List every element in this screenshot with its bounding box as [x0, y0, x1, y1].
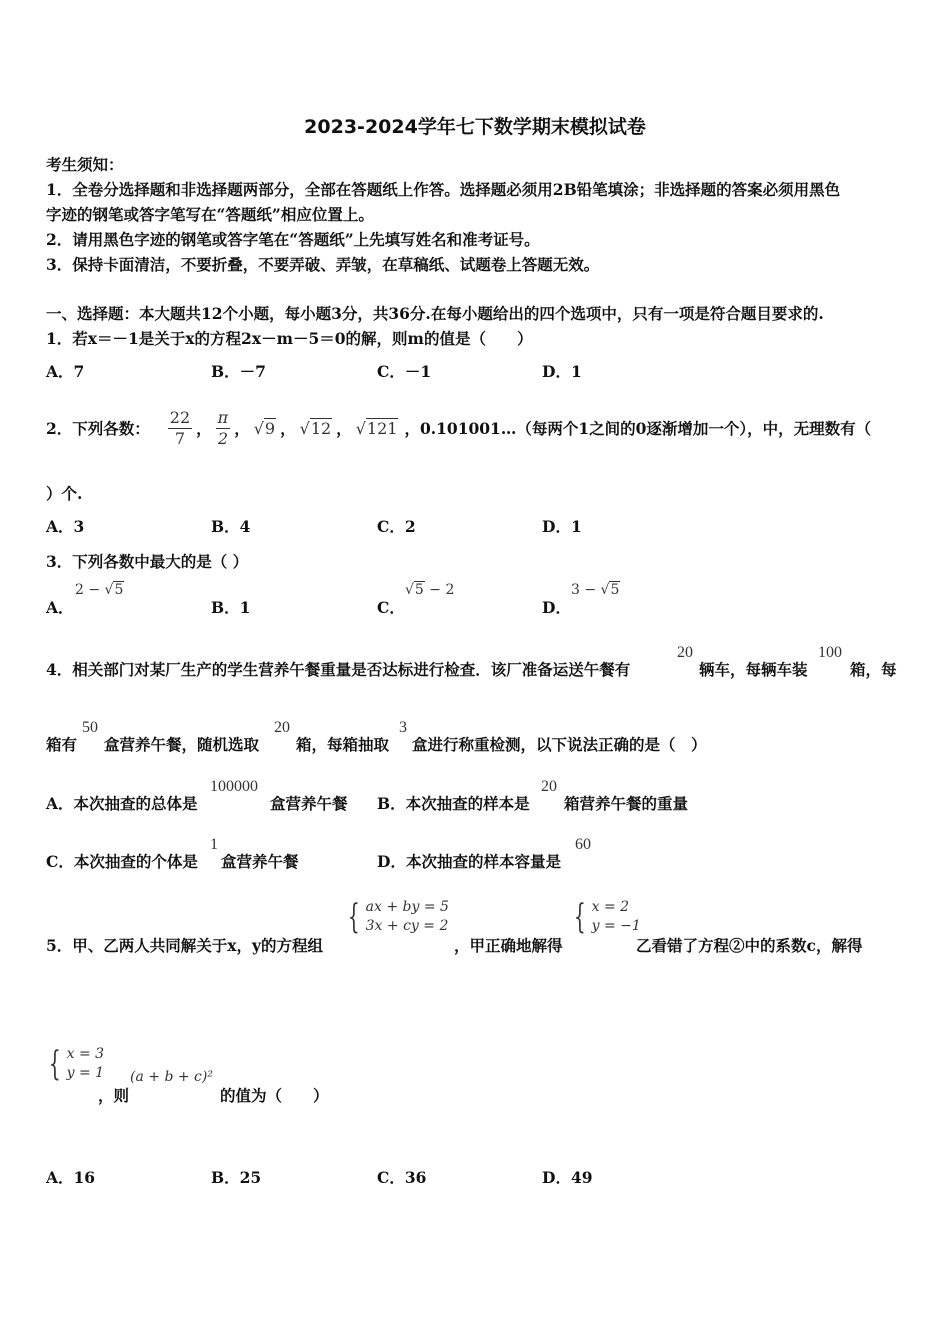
notice-item-1: 1．全卷分选择题和非选择题两部分，全部在答题纸上作答。选择题必须用2B铅笔填涂；非选择题的答案必须用黑色	[46, 180, 841, 199]
equation-system-3: { x = 3 y = 1	[48, 1044, 105, 1084]
q4-option-b: B．本次抽查的样本是	[377, 794, 530, 813]
q4-option-d: D．本次抽查的样本容量是	[377, 852, 561, 871]
question-4-line-1: 4．相关部门对某厂生产的学生营养午餐重量是否达标进行检查．该厂准备运送午餐有	[46, 660, 631, 679]
notice-item-2: 2．请用黑色字迹的钢笔或答字笔在“答题纸”上先填写姓名和准考证号。	[46, 230, 540, 249]
q2-option-c: C．2	[377, 517, 416, 536]
question-1-stem: 1．若x＝－1是关于x的方程2x－m－5＝0的解，则m的值是（ ）	[46, 329, 533, 348]
q3-option-c-expr: √5 − 2	[405, 582, 455, 598]
q5-option-d: D．49	[542, 1168, 593, 1187]
page-title: 2023-2024学年七下数学期末模拟试卷	[304, 116, 646, 138]
q1-option-c: C．－1	[377, 362, 432, 381]
notice-item-1-cont: 字迹的钢笔或答字笔写在“答题纸”相应位置上。	[46, 205, 374, 224]
notice-item-3: 3．保持卡面清洁，不要折叠，不要弄破、弄皱，在草稿纸、试题卷上答题无效。	[46, 255, 600, 274]
question-3-stem: 3．下列各数中最大的是（ ）	[46, 552, 249, 571]
q5-option-a: A．16	[46, 1168, 96, 1187]
q3-option-b: B．1	[211, 598, 251, 617]
q4-option-c: C．本次抽查的个体是	[46, 852, 198, 871]
fraction-22-7: $\frac{22}{7}$	[169, 407, 191, 448]
sqrt-12: √12	[299, 418, 332, 438]
q3-option-d-label: D．	[542, 598, 571, 617]
q2-option-b: B．4	[211, 517, 251, 536]
equation-system-2: { x = 2 y = −1	[573, 897, 641, 937]
equation-system-1: { ax + by = 5 3x + cy = 2	[347, 897, 449, 937]
q4-num-20: 20	[677, 644, 693, 661]
q2-line-2: ）个.	[46, 484, 83, 503]
notice-heading: 考生须知：	[46, 155, 124, 174]
q1-option-d: D．1	[542, 362, 582, 381]
sqrt-121: √121	[355, 418, 398, 438]
q4-option-a: A．本次抽查的总体是	[46, 794, 198, 813]
q3-option-a-label: A．	[46, 598, 74, 617]
q4-num-100: 100	[818, 644, 842, 661]
sqrt-9: √9	[253, 418, 276, 438]
q1-option-b: B．－7	[211, 362, 266, 381]
question-5-line-1: 5．甲、乙两人共同解关于x，y的方程组	[46, 936, 324, 955]
section-heading: 一、选择题：本大题共12个小题，每小题3分，共36分.在每小题给出的四个选项中，只有一项是符合题目要求的.	[46, 304, 824, 323]
q4-num-3: 3	[399, 719, 407, 736]
q2-option-a: A．3	[46, 517, 85, 536]
q4-num-50: 50	[82, 719, 98, 736]
q3-option-d-expr: 3 − √5	[571, 582, 620, 598]
q5-option-b: B．25	[211, 1168, 262, 1187]
q2-option-d: D．1	[542, 517, 582, 536]
fraction-pi-2: $\frac{\pi}{2}$	[217, 407, 229, 448]
q4-num-20b: 20	[274, 719, 290, 736]
q5-option-c: C．36	[377, 1168, 427, 1187]
question-4-line-2: 箱有	[46, 735, 78, 754]
q3-option-a-expr: 2 − √5	[75, 582, 124, 598]
q2-tail: ，0.101001…（每两个1之间的0逐渐增加一个），中，无理数有（	[404, 419, 872, 438]
q3-option-c-label: C．	[377, 598, 405, 617]
q2-lead: 2．下列各数：	[46, 419, 150, 438]
q1-option-a: A．7	[46, 362, 85, 381]
question-2-stem: 2．下列各数： $\frac{22}{7}$ ， $\frac{\pi}{2}$ ， √9 ， √12 ， √121 ，0.101001…（每两个1之间的0逐渐增加一个），中，无理数有（	[46, 407, 872, 448]
expression-abc-squared: (a + b + c)²	[130, 1069, 213, 1085]
